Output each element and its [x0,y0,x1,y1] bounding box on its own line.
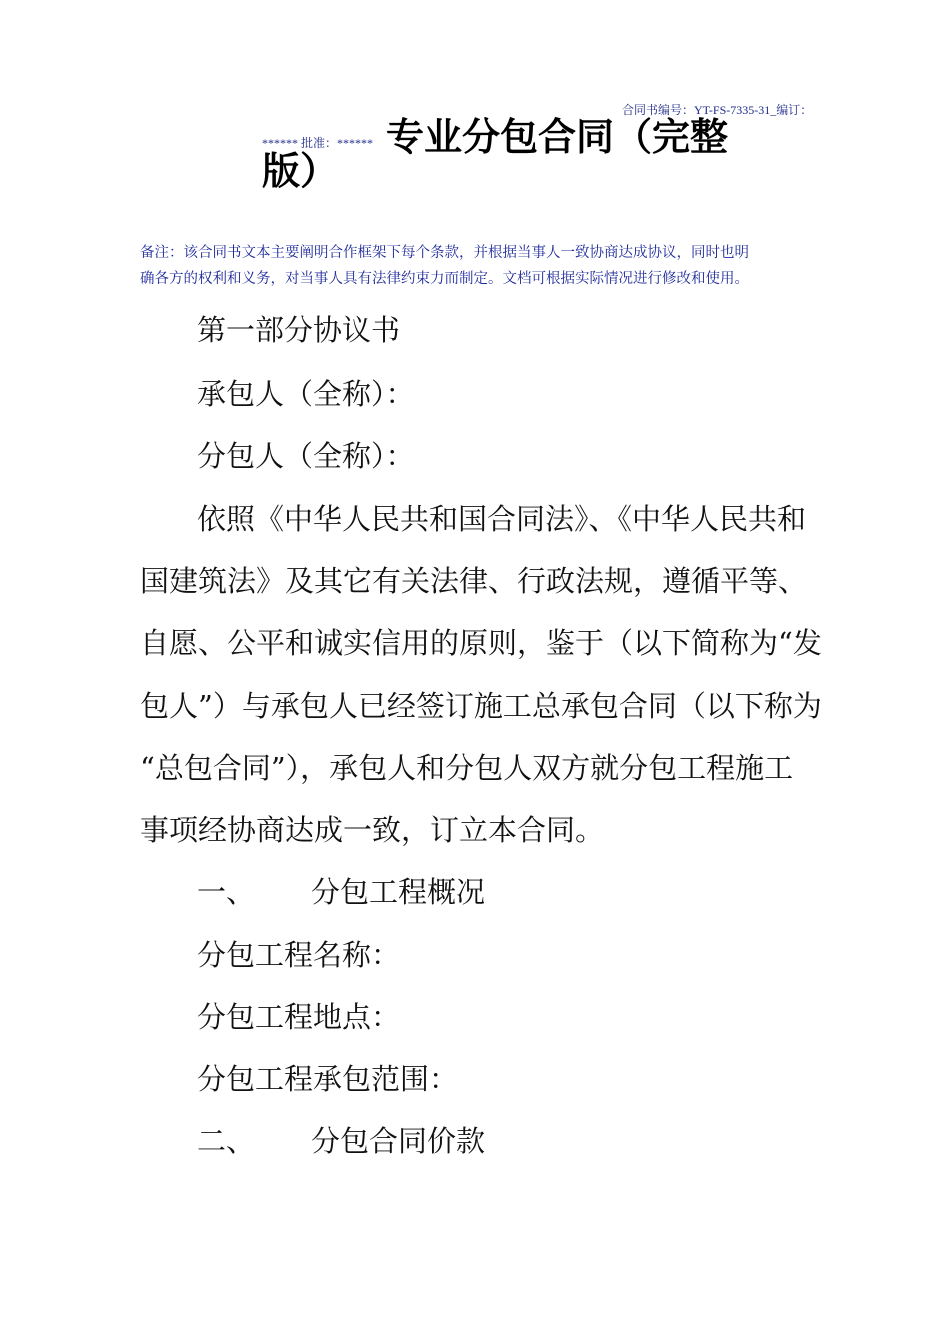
remark-note-line2: 确各方的权利和义务，对当事人具有法律约束力而制定。文档可根据实际情况进行修改和使用。 [140,271,749,287]
paragraph-line: 自愿、公平和诚实信用的原则，鉴于（以下简称为“发 [140,626,822,660]
approval-line: ****** 批准：****** [262,136,374,150]
section-heading-1 [197,872,485,912]
field-project-name: 分包工程名称： [197,938,401,972]
contract-code: 合同书编号：YT-FS-7335-31_编订： [622,103,813,117]
section-number: 二、 [197,1124,256,1158]
section-title: 分包工程概况 [311,875,486,909]
paragraph-line: 国建筑法》及其它有关法律、行政法规，遵循平等、 [140,564,808,598]
remark-note [140,240,840,292]
section-heading-2 [197,1121,485,1161]
paragraph-line: 依照《中华人民共和国合同法》、《中华人民共和 [197,502,807,536]
section-title: 分包合同价款 [311,1124,486,1158]
field-project-location: 分包工程地点： [197,1000,401,1034]
paragraph-line: “总包合同”），承包人和分包人双方就分包工程施工 [140,751,794,785]
remark-note-line1: 备注：该合同书文本主要阐明合作框架下每个条款，并根据当事人一致协商达成协议，同时也明 [140,245,749,261]
contractor-field: 承包人（全称）： [197,377,415,411]
subcontractor-field: 分包人（全称）： [197,439,415,473]
paragraph-line: 事项经协商达成一致，订立本合同。 [140,813,605,847]
document-title-line2: 版） [262,149,339,193]
part-heading: 第一部分协议书 [197,313,401,347]
section-number: 一、 [197,875,256,909]
field-project-scope: 分包工程承包范围： [197,1062,459,1096]
paragraph-line: 包人”）与承包人已经签订施工总承包合同（以下称为 [140,689,822,723]
document-title-line1: 专业分包合同（完整 [386,115,729,159]
